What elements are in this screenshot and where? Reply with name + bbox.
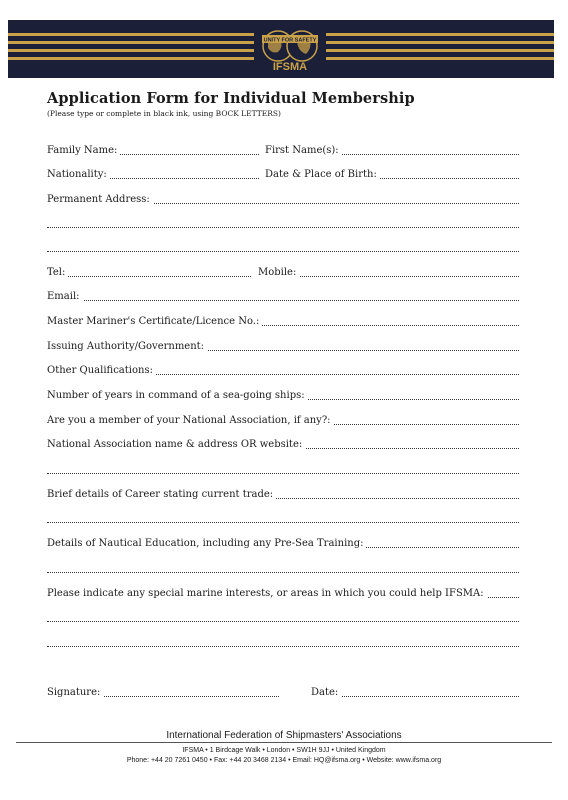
certificate-field[interactable] [47, 315, 519, 329]
footer-address: IFSMA • 1 Birdcage Walk • London • SW1H 9JJ • United Kingdom [182, 747, 386, 754]
field-label: Tel: [47, 267, 68, 278]
field-label: Please indicate any special marine interests, or areas in which you could help IFSMA: [47, 588, 487, 599]
form-row [47, 217, 519, 231]
field-label: Email: [47, 291, 83, 302]
career-field[interactable] [47, 488, 519, 502]
form-row [47, 562, 519, 576]
nautical-education-line-2-field[interactable] [47, 562, 519, 576]
field-label: Master Mariner's Certificate/Licence No.: [47, 316, 262, 327]
nautical-education-field[interactable] [47, 537, 519, 551]
form-title: Application Form for Individual Membership [47, 90, 415, 107]
footer-divider [16, 742, 552, 743]
email-field[interactable] [47, 290, 519, 304]
national-member-field[interactable] [47, 414, 519, 428]
nationality-field[interactable] [47, 168, 259, 182]
footer-organization: International Federation of Shipmasters' Associations [166, 730, 402, 741]
form-row [47, 537, 519, 551]
field-label: Details of Nautical Education, including any Pre-Sea Training: [47, 538, 366, 549]
special-interests-line-2-field[interactable] [47, 611, 519, 625]
form-row [47, 438, 519, 452]
field-label: First Name(s): [265, 145, 342, 156]
logo-banner-text: UNITY FOR SAFETY [263, 37, 317, 44]
field-label: Are you a member of your National Association, if any?: [47, 415, 334, 426]
date-place-birth-field[interactable] [265, 168, 519, 182]
form-row [47, 686, 519, 700]
national-association-line-2-field[interactable] [47, 463, 519, 477]
first-names-field[interactable] [265, 144, 519, 158]
header-band [8, 20, 554, 78]
field-label: National Association name & address OR website: [47, 439, 305, 450]
field-label: Brief details of Career stating current trade: [47, 489, 276, 500]
form-row [47, 241, 519, 255]
field-label: Family Name: [47, 145, 120, 156]
field-label: Permanent Address: [47, 194, 153, 205]
form-row [47, 290, 519, 304]
field-label: Signature: [47, 687, 103, 698]
other-qualifications-field[interactable] [47, 364, 519, 378]
address-line-2-field[interactable] [47, 217, 519, 231]
field-label: Date: [311, 687, 341, 698]
permanent-address-field[interactable] [47, 193, 519, 207]
form-row [47, 144, 519, 158]
footer-contact: Phone: +44 20 7261 0450 • Fax: +44 20 3468 2134 • Email: HQ@ifsma.org • Website: www.ifsma.org [126, 757, 442, 764]
years-command-field[interactable] [47, 389, 519, 403]
issuing-authority-field[interactable] [47, 340, 519, 354]
field-label: Mobile: [258, 267, 299, 278]
signature-field[interactable] [47, 686, 279, 700]
tel-field[interactable] [47, 266, 251, 280]
form-row [47, 389, 519, 403]
field-label: Date & Place of Birth: [265, 169, 380, 180]
form-row [47, 512, 519, 526]
form-row [47, 414, 519, 428]
form-row [47, 611, 519, 625]
form-row [47, 266, 519, 280]
form-row [47, 193, 519, 207]
field-label: Other Qualifications: [47, 365, 156, 376]
special-interests-line-3-field[interactable] [47, 636, 519, 650]
logo-name-text: IFSMA [272, 61, 308, 73]
national-association-field[interactable] [47, 438, 519, 452]
field-label: Number of years in command of a sea-going ships: [47, 390, 308, 401]
form-row [47, 463, 519, 477]
form-row [47, 364, 519, 378]
form-row [47, 488, 519, 502]
form-subtitle: (Please type or complete in black ink, using BOCK LETTERS) [47, 109, 281, 118]
form-row [47, 636, 519, 650]
form-row [47, 587, 519, 601]
career-line-2-field[interactable] [47, 512, 519, 526]
form-row [47, 168, 519, 182]
date-field[interactable] [311, 686, 519, 700]
mobile-field[interactable] [258, 266, 519, 280]
form-row [47, 340, 519, 354]
form-row [47, 315, 519, 329]
field-label: Nationality: [47, 169, 110, 180]
family-name-field[interactable] [47, 144, 259, 158]
ifsma-logo [254, 24, 326, 74]
field-label: Issuing Authority/Government: [47, 341, 207, 352]
special-interests-field[interactable] [47, 587, 519, 601]
address-line-3-field[interactable] [47, 241, 519, 255]
